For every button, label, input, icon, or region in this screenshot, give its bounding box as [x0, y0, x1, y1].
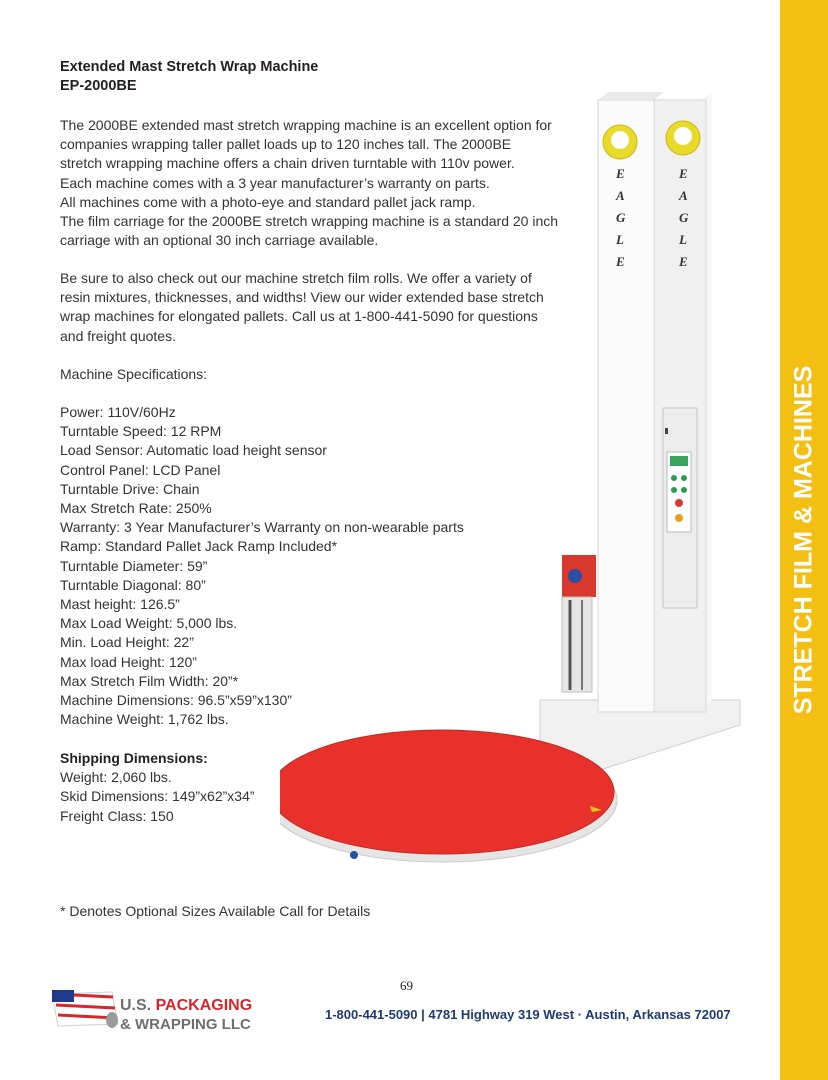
machine-image — [280, 90, 750, 880]
description-line: The film carriage for the 2000BE stretch wrapping machine is a standard 20 inch — [60, 213, 559, 230]
company-logo — [48, 986, 278, 1034]
panel-latch — [665, 428, 668, 434]
spec-item: Max Stretch Film Width: 20”* — [60, 672, 239, 689]
brand-letter: A — [679, 188, 688, 203]
spec-item: Load Sensor: Automatic load height sensor — [60, 442, 327, 459]
spec-item: Power: 110V/60Hz — [60, 404, 176, 420]
description-line: carriage with an optional 30 inch carriage available. — [60, 232, 379, 249]
spec-item: Max load Height: 120” — [60, 653, 197, 670]
promo-line: wrap machines for elongated pallets. Call us at 1-800-441-5090 for questions — [60, 308, 538, 325]
spec-item: Turntable Speed: 12 RPM — [60, 423, 222, 440]
spec-item: Ramp: Standard Pallet Jack Ramp Included* — [60, 538, 338, 555]
carriage-motor — [568, 569, 582, 583]
flag-canton — [52, 990, 74, 1002]
promo-line: and freight quotes. — [60, 327, 176, 344]
spec-item: Control Panel: LCD Panel — [60, 461, 221, 478]
film-roll-icon — [106, 1012, 118, 1028]
spec-item: Turntable Diameter: 59” — [60, 557, 208, 574]
control-button — [681, 487, 687, 493]
brand-letter: A — [616, 188, 625, 203]
spec-item: Machine Weight: 1,762 lbs. — [60, 711, 229, 728]
brand-letter: G — [679, 210, 689, 225]
spec-item: Max Stretch Rate: 250% — [60, 500, 212, 517]
description-line: The 2000BE extended mast stretch wrapping machine is an excellent option for — [60, 117, 552, 133]
footnote: * Denotes Optional Sizes Available Call for Details — [60, 903, 371, 919]
lcd-display — [670, 456, 688, 466]
spec-item: Min. Load Height: 22” — [60, 634, 194, 651]
film-roller-frame — [562, 597, 592, 692]
promo-line: Be sure to also check out our machine stretch film rolls. We offer a variety of — [60, 270, 532, 286]
sidebar-label: STRETCH FILM & MACHINES — [789, 365, 818, 715]
logo-text-line2: & WRAPPING LLC — [120, 1016, 251, 1033]
spec-item: Mast height: 126.5” — [60, 596, 180, 613]
description-line: companies wrapping taller pallet loads up to 120 inches tall. The 2000BE — [60, 136, 512, 153]
eagle-head-icon — [674, 127, 692, 145]
spec-item: Warranty: 3 Year Manufacturer’s Warranty on non-wearable parts — [60, 519, 464, 536]
description-line: All machines come with a photo-eye and standard pallet jack ramp. — [60, 193, 476, 210]
brand-letter: E — [616, 254, 625, 269]
logo-text-line1: U.S. PACKAGING — [120, 997, 253, 1014]
brand-letter: E — [679, 254, 688, 269]
spec-item: Turntable Drive: Chain — [60, 480, 200, 497]
description-line: Each machine comes with a 3 year manufacturer’s warranty on parts. — [60, 174, 490, 191]
brand-letter: G — [616, 210, 626, 225]
eagle-head-icon — [611, 131, 629, 149]
stop-button — [675, 499, 683, 507]
turntable-top — [280, 730, 614, 854]
control-button — [671, 475, 677, 481]
flag-stripe — [74, 995, 113, 997]
turntable-bolt — [350, 851, 358, 859]
mast-front — [598, 100, 654, 712]
shipping-line: Weight: 2,060 lbs. — [60, 769, 172, 786]
control-button — [671, 487, 677, 493]
shipping-section — [60, 749, 255, 826]
spec-item: Turntable Diagonal: 80” — [60, 576, 206, 593]
spec-item: Machine Dimensions: 96.5”x59”x130” — [60, 692, 292, 709]
promo-line: resin mixtures, thicknesses, and widths! View our wider extended base stretch — [60, 289, 544, 306]
brand-letter: E — [679, 166, 688, 181]
description-line: stretch wrapping machine offers a chain driven turntable with 110v power. — [60, 155, 515, 172]
specs-heading: Machine Specifications: — [60, 366, 208, 382]
control-knob — [675, 514, 683, 522]
product-title: Extended Mast Stretch Wrap Machine — [60, 59, 319, 75]
shipping-line: Freight Class: 150 — [60, 807, 174, 824]
shipping-line: Skid Dimensions: 149”x62”x34” — [60, 788, 255, 805]
brand-letter: L — [679, 232, 687, 247]
contact-info: 1-800-441-5090 | 4781 Highway 319 West · Austin, Arkansas 72007 — [325, 1007, 731, 1022]
brand-letter: E — [616, 166, 625, 181]
mast-top — [598, 92, 664, 100]
brand-letter: L — [616, 232, 624, 247]
spec-item: Max Load Weight: 5,000 lbs. — [60, 615, 238, 632]
page-number: 69 — [400, 978, 413, 993]
product-model: EP-2000BE — [60, 78, 137, 94]
control-button — [681, 475, 687, 481]
shipping-heading: Shipping Dimensions: — [60, 750, 208, 766]
